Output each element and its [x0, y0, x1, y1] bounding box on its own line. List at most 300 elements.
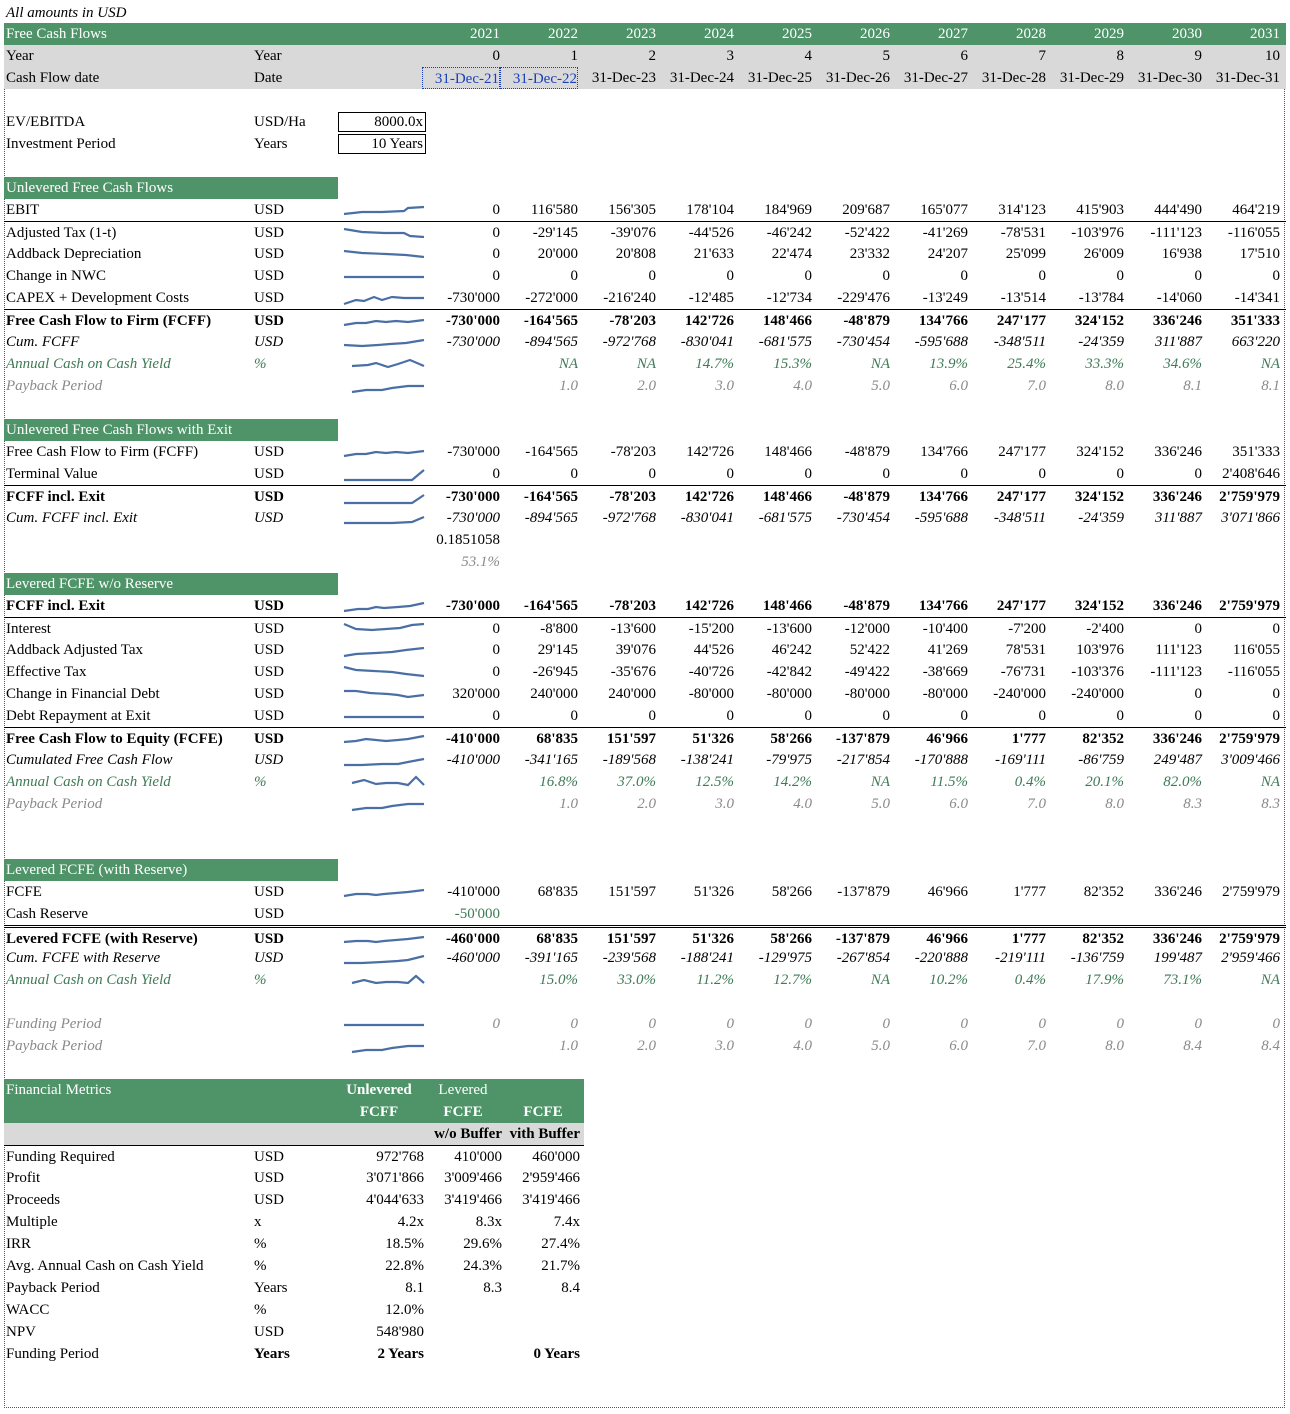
addtax-value[interactable]: 29'145	[537, 642, 578, 658]
reserve-value[interactable]	[1046, 903, 1124, 925]
cumfcfe-value[interactable]: -170'888	[914, 752, 968, 768]
levres-value[interactable]: 58'266	[770, 931, 812, 947]
tax-value[interactable]: -116'055	[1227, 225, 1280, 241]
fcff2-value[interactable]: -730'000	[447, 444, 500, 460]
payback2-value[interactable]: 4.0	[793, 796, 812, 812]
funding-value[interactable]: 0	[726, 1016, 734, 1032]
cumfcff-value[interactable]: -972'768	[602, 334, 656, 350]
tax-value[interactable]: -111'123	[1150, 225, 1202, 241]
metric-value[interactable]	[424, 1343, 502, 1365]
addtax-value[interactable]: 103'976	[1076, 642, 1124, 658]
fcffexit2-value[interactable]: -164'565	[523, 598, 578, 614]
tv-value[interactable]: 0	[570, 466, 578, 482]
capex-value[interactable]: -14'060	[1156, 290, 1202, 306]
fcff2-value[interactable]: 148'466	[764, 444, 812, 460]
cumfcfe-value[interactable]: -410'000	[446, 752, 500, 768]
yield1-value[interactable]: NA	[558, 356, 578, 372]
metric-value[interactable]: 27.4%	[541, 1236, 580, 1252]
tax-value[interactable]: -78'531	[1000, 225, 1046, 241]
debt-value[interactable]: 0	[1272, 686, 1280, 702]
yield1-value[interactable]: NA	[636, 356, 656, 372]
fcfe3-value[interactable]: 1'777	[1013, 884, 1046, 900]
repay-value[interactable]: 0	[1194, 708, 1202, 724]
reserve-value[interactable]	[968, 903, 1046, 925]
efftax-value[interactable]: -116'055	[1227, 664, 1280, 680]
payback1-value[interactable]: 8.0	[1105, 378, 1124, 394]
cumfcff-value[interactable]: -348'511	[993, 334, 1046, 350]
levres-value[interactable]: 1'777	[1011, 931, 1046, 947]
efftax-value[interactable]: -103'376	[1071, 664, 1124, 680]
metric-value[interactable]: 2 Years	[377, 1346, 424, 1362]
interest-value[interactable]: 0	[1194, 621, 1202, 637]
payback3-value[interactable]: 8.0	[1105, 1038, 1124, 1054]
payback3-value[interactable]: 2.0	[637, 1038, 656, 1054]
yield3-value[interactable]: 0.4%	[1014, 972, 1046, 988]
dep-value[interactable]: 25'099	[1005, 246, 1046, 262]
fcffexit-value[interactable]: 2'759'979	[1219, 489, 1280, 505]
ebit-value[interactable]: 184'969	[764, 202, 812, 218]
tax-value[interactable]: -46'242	[766, 225, 812, 241]
metric-value[interactable]: 24.3%	[463, 1258, 502, 1274]
metric-value[interactable]: 22.8%	[385, 1258, 424, 1274]
cumres-value[interactable]: -219'111	[995, 950, 1046, 966]
payback1-value[interactable]: 6.0	[949, 378, 968, 394]
yield3-value[interactable]	[422, 969, 500, 991]
efftax-value[interactable]: -111'123	[1150, 664, 1202, 680]
nwc-value[interactable]: 0	[1116, 268, 1124, 284]
yield3-value[interactable]: 11.2%	[696, 972, 734, 988]
metric-value[interactable]: 4.2x	[397, 1214, 424, 1230]
efftax-value[interactable]: -49'422	[844, 664, 890, 680]
cumfcfe-value[interactable]: -217'854	[836, 752, 890, 768]
levres-value[interactable]: 336'246	[1152, 931, 1202, 947]
metric-value[interactable]	[502, 1321, 580, 1343]
dep-value[interactable]: 20'000	[537, 246, 578, 262]
payback1-value[interactable]: 3.0	[715, 378, 734, 394]
cumfcff-value[interactable]: -24'359	[1078, 334, 1124, 350]
debt-value[interactable]: -80'000	[922, 686, 968, 702]
tax-value[interactable]: -103'976	[1071, 225, 1124, 241]
fcffexit2-value[interactable]: -730'000	[445, 598, 500, 614]
metric-value[interactable]: 18.5%	[385, 1236, 424, 1252]
cumfcff-value[interactable]: -730'000	[446, 334, 500, 350]
interest-value[interactable]: -12'000	[844, 621, 890, 637]
tv-value[interactable]: 2'408'646	[1222, 466, 1280, 482]
addtax-value[interactable]: 46'242	[771, 642, 812, 658]
dep-value[interactable]: 23'332	[849, 246, 890, 262]
reserve-value[interactable]	[656, 903, 734, 925]
fcff-value[interactable]: 148'466	[762, 313, 812, 329]
yield3-value[interactable]: 33.0%	[617, 972, 656, 988]
capex-value[interactable]: -13'784	[1078, 290, 1124, 306]
payback3-value[interactable]	[422, 1035, 500, 1057]
cumfcfe-value[interactable]: -189'568	[602, 752, 656, 768]
levres-value[interactable]: 51'326	[692, 931, 734, 947]
efftax-value[interactable]: -38'669	[922, 664, 968, 680]
fcff2-value[interactable]: 324'152	[1076, 444, 1124, 460]
ebit-value[interactable]: 314'123	[998, 202, 1046, 218]
dep-value[interactable]: 21'633	[693, 246, 734, 262]
cumfcfe-value[interactable]: -341'165	[524, 752, 578, 768]
fcfe-value[interactable]: 82'352	[1082, 731, 1124, 747]
interest-value[interactable]: -7'200	[1008, 621, 1046, 637]
cumres-value[interactable]: -136'759	[1070, 950, 1124, 966]
metric-value[interactable]: 12.0%	[385, 1302, 424, 1318]
cumres-value[interactable]: -188'241	[680, 950, 734, 966]
fcfe-value[interactable]: 151'597	[606, 731, 656, 747]
tax-value[interactable]: -29'145	[532, 225, 578, 241]
cumexit-value[interactable]: 3'071'866	[1221, 510, 1280, 526]
year-index[interactable]: 2	[648, 48, 656, 64]
fcfe3-value[interactable]: 46'966	[927, 884, 968, 900]
fcff2-value[interactable]: 336'246	[1154, 444, 1202, 460]
payback1-value[interactable]: 5.0	[871, 378, 890, 394]
cumfcff-value[interactable]: -595'688	[914, 334, 968, 350]
reserve-value[interactable]	[500, 903, 578, 925]
metric-value[interactable]	[424, 1299, 502, 1321]
capex-value[interactable]: -12'485	[688, 290, 734, 306]
cumfcff-value[interactable]: -894'565	[524, 334, 578, 350]
fcffexit-value[interactable]: 148'466	[762, 489, 812, 505]
levres-value[interactable]: 68'835	[536, 931, 578, 947]
addtax-value[interactable]: 41'269	[927, 642, 968, 658]
fcffexit2-value[interactable]: 142'726	[684, 598, 734, 614]
cumres-value[interactable]: -267'854	[836, 950, 890, 966]
fcff-value[interactable]: -48'879	[843, 313, 890, 329]
interest-value[interactable]: -15'200	[688, 621, 734, 637]
fcffexit-value[interactable]: 134'766	[918, 489, 968, 505]
yield3-value[interactable]: 10.2%	[929, 972, 968, 988]
repay-value[interactable]: 0	[492, 708, 500, 724]
payback2-value[interactable]	[422, 793, 500, 815]
capex-value[interactable]: -13'514	[1000, 290, 1046, 306]
yield3-value[interactable]: 17.9%	[1085, 972, 1124, 988]
cumres-value[interactable]: 199'487	[1153, 950, 1202, 966]
yield1-value[interactable]: 15.3%	[773, 356, 812, 372]
year-index[interactable]: 1	[570, 48, 578, 64]
fcff-value[interactable]: 351'333	[1230, 313, 1280, 329]
debt-value[interactable]: 240'000	[608, 686, 656, 702]
yield1-value[interactable]: 25.4%	[1007, 356, 1046, 372]
fcff2-value[interactable]: -78'203	[610, 444, 656, 460]
fcfe-value[interactable]: 336'246	[1152, 731, 1202, 747]
interest-value[interactable]: 0	[1272, 621, 1280, 637]
cash-flow-date[interactable]: 31-Dec-30	[1137, 70, 1202, 86]
year-index[interactable]: 7	[1038, 48, 1046, 64]
cash-flow-date[interactable]: 31-Dec-29	[1059, 70, 1124, 86]
ebit-value[interactable]: 165'077	[920, 202, 968, 218]
repay-value[interactable]: 0	[570, 708, 578, 724]
payback3-value[interactable]: 3.0	[715, 1038, 734, 1054]
levres-value[interactable]: 151'597	[606, 931, 656, 947]
repay-value[interactable]: 0	[1272, 708, 1280, 724]
cumexit-value[interactable]: -730'000	[446, 510, 500, 526]
yield1-value[interactable]: 34.6%	[1163, 356, 1202, 372]
metric-value[interactable]: 8.4	[561, 1280, 580, 1296]
payback2-value[interactable]: 6.0	[949, 796, 968, 812]
fcff2-value[interactable]: 134'766	[920, 444, 968, 460]
cash-flow-date[interactable]: 31-Dec-26	[825, 70, 890, 86]
funding-value[interactable]: 0	[1272, 1016, 1280, 1032]
metric-value[interactable]: 3'009'466	[444, 1170, 502, 1186]
yield2-value[interactable]: 14.2%	[773, 774, 812, 790]
fcffexit-value[interactable]: -730'000	[445, 489, 500, 505]
yield1-value[interactable]: 14.7%	[695, 356, 734, 372]
funding-value[interactable]: 0	[804, 1016, 812, 1032]
fcff-value[interactable]: 134'766	[918, 313, 968, 329]
ebit-value[interactable]: 464'219	[1232, 202, 1280, 218]
funding-value[interactable]: 0	[492, 1016, 500, 1032]
fcfe-value[interactable]: 51'326	[692, 731, 734, 747]
payback2-value[interactable]: 8.3	[1261, 796, 1280, 812]
debt-value[interactable]: 320'000	[452, 686, 500, 702]
fcff-value[interactable]: 324'152	[1074, 313, 1124, 329]
debt-value[interactable]: -240'000	[993, 686, 1046, 702]
capex-value[interactable]: -730'000	[447, 290, 500, 306]
metric-value[interactable]: 3'419'466	[522, 1192, 580, 1208]
dep-value[interactable]: 26'009	[1083, 246, 1124, 262]
addtax-value[interactable]: 116'055	[1232, 642, 1280, 658]
cumres-value[interactable]: -460'000	[446, 950, 500, 966]
fcffexit-value[interactable]: 324'152	[1074, 489, 1124, 505]
metric-value[interactable]: 7.4x	[553, 1214, 580, 1230]
cumfcfe-value[interactable]: -138'241	[680, 752, 734, 768]
cumres-value[interactable]: -239'568	[602, 950, 656, 966]
nwc-value[interactable]: 0	[960, 268, 968, 284]
dep-value[interactable]: 0	[492, 246, 500, 262]
fcfe-value[interactable]: -137'879	[835, 731, 890, 747]
cumexit-value[interactable]: -595'688	[914, 510, 968, 526]
cumfcff-value[interactable]: -730'454	[836, 334, 890, 350]
addtax-value[interactable]: 78'531	[1005, 642, 1046, 658]
cash-flow-date[interactable]: 31-Dec-31	[1215, 70, 1280, 86]
payback2-value[interactable]: 1.0	[559, 796, 578, 812]
fcffexit-value[interactable]: -48'879	[843, 489, 890, 505]
levres-value[interactable]: -137'879	[835, 931, 890, 947]
cumfcff-value[interactable]: 311'887	[1154, 334, 1202, 350]
fcffexit2-value[interactable]: 148'466	[762, 598, 812, 614]
cash-flow-date[interactable]: 31-Dec-21	[422, 67, 500, 89]
nwc-value[interactable]: 0	[570, 268, 578, 284]
fcffexit2-value[interactable]: 336'246	[1152, 598, 1202, 614]
cumres-value[interactable]: 2'959'466	[1221, 950, 1280, 966]
debt-value[interactable]: -80'000	[844, 686, 890, 702]
fcffexit2-value[interactable]: 2'759'979	[1219, 598, 1280, 614]
yield2-value[interactable]	[422, 771, 500, 793]
ebit-value[interactable]: 178'104	[686, 202, 734, 218]
repay-value[interactable]: 0	[804, 708, 812, 724]
fcff-value[interactable]: -730'000	[445, 313, 500, 329]
efftax-value[interactable]: -35'676	[610, 664, 656, 680]
metric-value[interactable]: 0 Years	[533, 1346, 580, 1362]
fcff-value[interactable]: -164'565	[523, 313, 578, 329]
fcfe-value[interactable]: 58'266	[770, 731, 812, 747]
metric-value[interactable]: 3'071'866	[366, 1170, 424, 1186]
nwc-value[interactable]: 0	[1038, 268, 1046, 284]
payback1-value[interactable]: 8.1	[1261, 378, 1280, 394]
debt-value[interactable]: -240'000	[1071, 686, 1124, 702]
fcffexit2-value[interactable]: 324'152	[1074, 598, 1124, 614]
yield1-value[interactable]: 33.3%	[1085, 356, 1124, 372]
cumfcfe-value[interactable]: -86'759	[1078, 752, 1124, 768]
repay-value[interactable]: 0	[648, 708, 656, 724]
year-index[interactable]: 0	[492, 48, 500, 64]
fcff2-value[interactable]: 247'177	[998, 444, 1046, 460]
interest-value[interactable]: -10'400	[922, 621, 968, 637]
efftax-value[interactable]: 0	[492, 664, 500, 680]
reserve-value[interactable]	[890, 903, 968, 925]
cash-flow-date[interactable]: 31-Dec-25	[747, 70, 812, 86]
fcffexit2-value[interactable]: -48'879	[843, 598, 890, 614]
interest-value[interactable]: 0	[492, 621, 500, 637]
yield3-value[interactable]: NA	[1260, 972, 1280, 988]
metric-value[interactable]: 410'000	[454, 1149, 502, 1165]
tax-value[interactable]: 0	[492, 225, 500, 241]
fcffexit2-value[interactable]: 247'177	[996, 598, 1046, 614]
fcfe3-value[interactable]: -410'000	[447, 884, 500, 900]
ebit-value[interactable]: 209'687	[842, 202, 890, 218]
tv-value[interactable]: 0	[1194, 466, 1202, 482]
year-index[interactable]: 5	[882, 48, 890, 64]
payback3-value[interactable]: 8.4	[1261, 1038, 1280, 1054]
cumexit-value[interactable]: -348'511	[993, 510, 1046, 526]
payback1-value[interactable]: 2.0	[637, 378, 656, 394]
payback2-value[interactable]: 2.0	[637, 796, 656, 812]
reserve-value[interactable]	[812, 903, 890, 925]
nwc-value[interactable]: 0	[1272, 268, 1280, 284]
nwc-value[interactable]: 0	[804, 268, 812, 284]
payback2-value[interactable]: 3.0	[715, 796, 734, 812]
payback3-value[interactable]: 1.0	[559, 1038, 578, 1054]
payback1-value[interactable]: 7.0	[1027, 378, 1046, 394]
dep-value[interactable]: 16'938	[1161, 246, 1202, 262]
funding-value[interactable]: 0	[1038, 1016, 1046, 1032]
nwc-value[interactable]: 0	[726, 268, 734, 284]
fcfe-value[interactable]: 68'835	[536, 731, 578, 747]
fcfe3-value[interactable]: -137'879	[837, 884, 890, 900]
metric-value[interactable]: 21.7%	[541, 1258, 580, 1274]
funding-value[interactable]: 0	[960, 1016, 968, 1032]
tv-value[interactable]: 0	[1116, 466, 1124, 482]
reserve-value[interactable]	[734, 903, 812, 925]
fcffexit2-value[interactable]: 134'766	[918, 598, 968, 614]
metric-value[interactable]: 972'768	[376, 1149, 424, 1165]
payback3-value[interactable]: 5.0	[871, 1038, 890, 1054]
fcff2-value[interactable]: -48'879	[844, 444, 890, 460]
interest-value[interactable]: -13'600	[766, 621, 812, 637]
cumfcfe-value[interactable]: 3'009'466	[1221, 752, 1280, 768]
capex-value[interactable]: -12'734	[766, 290, 812, 306]
fcfe-value[interactable]: -410'000	[445, 731, 500, 747]
payback2-value[interactable]: 8.0	[1105, 796, 1124, 812]
fcff-value[interactable]: 142'726	[684, 313, 734, 329]
addtax-value[interactable]: 44'526	[693, 642, 734, 658]
yield1-value[interactable]: NA	[1260, 356, 1280, 372]
fcfe3-value[interactable]: 82'352	[1083, 884, 1124, 900]
metric-value[interactable]: 3'419'466	[444, 1192, 502, 1208]
cumfcff-value[interactable]: -830'041	[680, 334, 734, 350]
repay-value[interactable]: 0	[726, 708, 734, 724]
year-index[interactable]: 9	[1194, 48, 1202, 64]
repay-value[interactable]: 0	[1038, 708, 1046, 724]
metric-value[interactable]: 8.1	[405, 1280, 424, 1296]
yield2-value[interactable]: 20.1%	[1085, 774, 1124, 790]
reserve-value[interactable]: -50'000	[454, 906, 500, 922]
period-input[interactable]: 10 Years	[338, 134, 426, 154]
cumfcfe-value[interactable]: -169'111	[995, 752, 1046, 768]
tv-value[interactable]: 0	[960, 466, 968, 482]
fcfe3-value[interactable]: 2'759'979	[1222, 884, 1280, 900]
nwc-value[interactable]: 0	[492, 268, 500, 284]
cash-flow-date[interactable]: 31-Dec-22	[500, 67, 578, 89]
levres-value[interactable]: 2'759'979	[1219, 931, 1280, 947]
fcff-value[interactable]: 336'246	[1152, 313, 1202, 329]
fcfe-value[interactable]: 2'759'979	[1219, 731, 1280, 747]
payback3-value[interactable]: 6.0	[949, 1038, 968, 1054]
fcfe3-value[interactable]: 58'266	[771, 884, 812, 900]
yield2-value[interactable]: 0.4%	[1014, 774, 1046, 790]
irr-raw[interactable]: 0.1851058	[436, 532, 500, 548]
year-index[interactable]: 6	[960, 48, 968, 64]
interest-value[interactable]: -8'800	[540, 621, 578, 637]
cumres-value[interactable]: -220'888	[914, 950, 968, 966]
cash-flow-date[interactable]: 31-Dec-27	[903, 70, 968, 86]
payback2-value[interactable]: 7.0	[1027, 796, 1046, 812]
tax-value[interactable]: -39'076	[610, 225, 656, 241]
yield2-value[interactable]: 82.0%	[1163, 774, 1202, 790]
debt-value[interactable]: 0	[1194, 686, 1202, 702]
fcff2-value[interactable]: -164'565	[525, 444, 578, 460]
tv-value[interactable]: 0	[1038, 466, 1046, 482]
payback1-value[interactable]: 8.1	[1183, 378, 1202, 394]
yield3-value[interactable]: NA	[870, 972, 890, 988]
ebit-value[interactable]: 0	[492, 202, 500, 218]
year-index[interactable]: 8	[1116, 48, 1124, 64]
repay-value[interactable]: 0	[1116, 708, 1124, 724]
debt-value[interactable]: -80'000	[688, 686, 734, 702]
efftax-value[interactable]: -42'842	[766, 664, 812, 680]
dep-value[interactable]: 24'207	[927, 246, 968, 262]
tv-value[interactable]: 0	[882, 466, 890, 482]
yield2-value[interactable]: 12.5%	[695, 774, 734, 790]
yield2-value[interactable]: NA	[870, 774, 890, 790]
reserve-value[interactable]	[1202, 903, 1280, 925]
fcffexit-value[interactable]: -78'203	[609, 489, 656, 505]
tax-value[interactable]: -44'526	[688, 225, 734, 241]
yield3-value[interactable]: 73.1%	[1163, 972, 1202, 988]
fcff2-value[interactable]: 351'333	[1232, 444, 1280, 460]
cash-flow-date[interactable]: 31-Dec-24	[669, 70, 734, 86]
efftax-value[interactable]: -76'731	[1000, 664, 1046, 680]
capex-value[interactable]: -216'240	[603, 290, 656, 306]
metric-value[interactable]: 460'000	[532, 1149, 580, 1165]
repay-value[interactable]: 0	[882, 708, 890, 724]
addtax-value[interactable]: 52'422	[849, 642, 890, 658]
ebit-value[interactable]: 444'490	[1154, 202, 1202, 218]
levres-value[interactable]: 46'966	[926, 931, 968, 947]
interest-value[interactable]: -13'600	[610, 621, 656, 637]
cash-flow-date[interactable]: 31-Dec-23	[591, 70, 656, 86]
efftax-value[interactable]: -26'945	[532, 664, 578, 680]
yield2-value[interactable]: 16.8%	[539, 774, 578, 790]
payback1-value[interactable]: 4.0	[793, 378, 812, 394]
metric-value[interactable]	[424, 1321, 502, 1343]
fcffexit-value[interactable]: 336'246	[1152, 489, 1202, 505]
reserve-value[interactable]	[578, 903, 656, 925]
nwc-value[interactable]: 0	[1194, 268, 1202, 284]
funding-value[interactable]: 0	[882, 1016, 890, 1032]
ebit-value[interactable]: 156'305	[608, 202, 656, 218]
